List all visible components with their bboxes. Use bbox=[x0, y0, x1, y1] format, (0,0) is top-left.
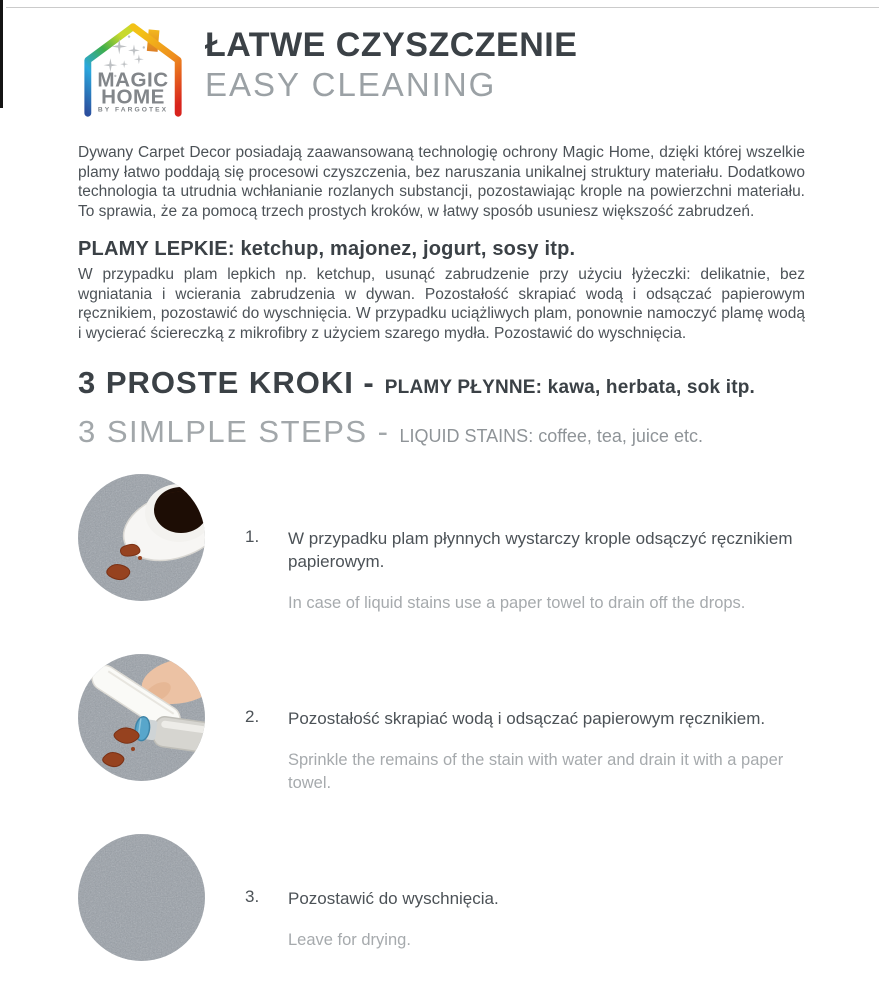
step1-text-pl: W przypadku plam płynnych wystarczy krople odsączyć ręcznikiem papierowym. bbox=[288, 529, 793, 571]
intro-paragraph: Dywany Carpet Decor posiadają zaawansowaną technologię ochrony Magic Home, dzięki której wszelkie plamy łatwo poddają się procesowi czyszczenia, bez naruszania unikalnej struktury materiału. Dodatkowo technologia ta utrudnia wchłanianie rozlanych substancji, pozostawiając krople na powierzchni materiału. To sprawia, że za pomocą trzech prostych kroków, w łatwy sposób usuniesz większość zabrudzeń. bbox=[78, 144, 805, 220]
logo-text-magic: MAGIC bbox=[97, 68, 169, 92]
page-top-rule bbox=[6, 7, 879, 8]
step1-text-en: In case of liquid stains use a paper towel to drain off the drops. bbox=[288, 594, 746, 612]
steps-heading-pl-small: PLAMY PŁYNNE: kawa, herbata, sok itp. bbox=[384, 377, 756, 398]
header bbox=[78, 17, 805, 127]
page-title-en: EASY CLEANING bbox=[205, 66, 497, 104]
step3-number: 3. bbox=[245, 887, 260, 906]
logo-text-by-fargotex: BY FARGOTEX bbox=[97, 106, 169, 114]
step2-text-en: Sprinkle the remains of the stain with water and drain it with a paper towel. bbox=[288, 751, 784, 792]
step2-text-pl: Pozostałość skrapiać wodą i odsączać papierowym ręcznikiem. bbox=[288, 709, 766, 728]
step1-number: 1. bbox=[245, 527, 260, 546]
step3-clean-carpet-image bbox=[78, 834, 205, 961]
sticky-stains-heading: PLAMY LEPKIE: ketchup, majonez, jogurt, sosy itp. bbox=[78, 238, 576, 260]
steps-heading-pl-big: 3 PROSTE KROKI - bbox=[78, 365, 375, 400]
step3-text-pl: Pozostawić do wyschnięcia. bbox=[288, 889, 499, 908]
step1-coffee-stain-image bbox=[78, 474, 205, 601]
house-logo-icon bbox=[78, 17, 188, 127]
steps-heading-en-big: 3 SIMLPLE STEPS - bbox=[78, 414, 390, 449]
step-row-1 bbox=[78, 474, 805, 615]
step-row-3 bbox=[78, 834, 805, 961]
steps-heading-pl bbox=[78, 365, 805, 401]
steps-heading-en bbox=[78, 414, 805, 450]
sticky-stains-paragraph: W przypadku plam lepkich np. ketchup, usunąć zabrudzenie przy użyciu łyżeczki: delikatnie, bez wgniatania i wcierania zabrudzenia w dywan. Pozostałość skrapiać wodą i odsączać papierowym ręcznikiem, pozostawić do wyschnięcia. W przypadku uciążliwych plam, ponownie namoczyć plamę wodą i wycierać ściereczką z mikrofibry z użyciem szarego mydła. Pozostawić do wyschnięcia. bbox=[78, 266, 805, 342]
step3-text-en: Leave for drying. bbox=[288, 931, 411, 949]
scan-edge-artifact bbox=[0, 0, 3, 108]
step-row-2 bbox=[78, 654, 805, 795]
logo-text-home: HOME bbox=[101, 85, 165, 109]
steps-list bbox=[78, 474, 805, 961]
page-title-pl: ŁATWE CZYSZCZENIE bbox=[205, 26, 578, 64]
step2-water-bottle-image bbox=[78, 654, 205, 781]
page-titles bbox=[205, 17, 577, 106]
steps-heading-en-small: LIQUID STAINS: coffee, tea, juice etc. bbox=[399, 426, 703, 446]
magic-home-logo bbox=[78, 17, 188, 127]
step2-number: 2. bbox=[245, 707, 260, 726]
